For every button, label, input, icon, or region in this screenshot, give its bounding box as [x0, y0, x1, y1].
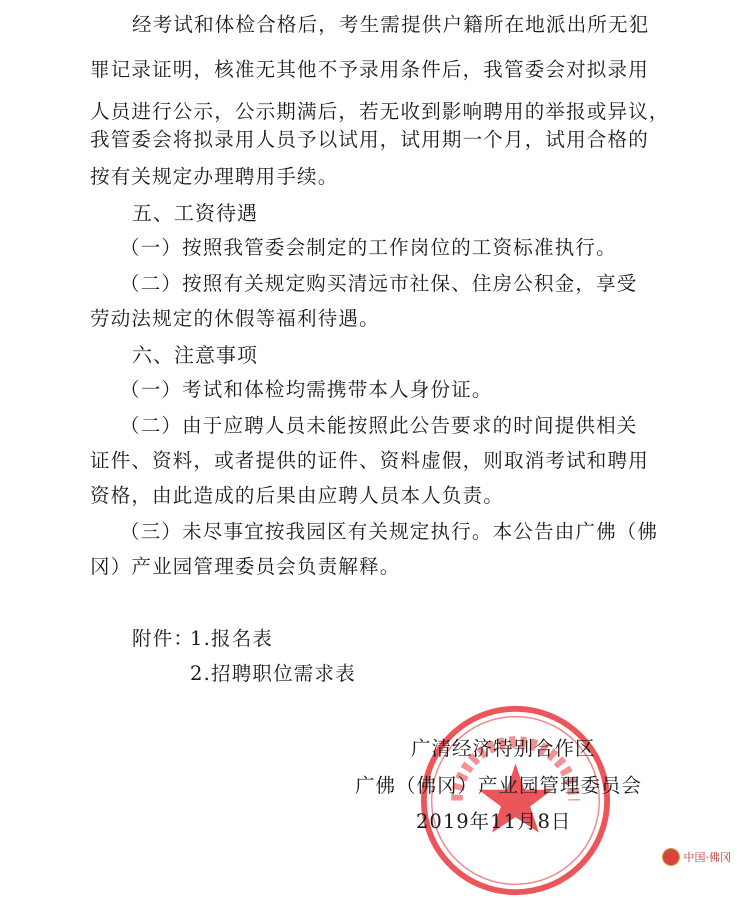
- notes-item-3-line-1: （三）未尽事宜按我园区有关规定执行。本公告由广佛（佛: [120, 520, 659, 543]
- official-seal: [418, 703, 613, 898]
- salary-item-2-line-2: 劳动法规定的休假等福利待遇。: [90, 307, 380, 330]
- notes-item-2-line-3: 资格，由此造成的后果由应聘人员本人负责。: [90, 484, 505, 507]
- signature-date: 2019年11月8日: [416, 810, 572, 833]
- national-emblem-icon: [662, 848, 680, 866]
- section-heading-salary: 五、工资待遇: [132, 201, 258, 225]
- notes-item-2-line-2: 证件、资料，或者提供的证件、资料虚假，则取消考试和聘用: [90, 449, 649, 472]
- body-line-3: 人员进行公示，公示期满后，若无收到影响聘用的举报或异议，: [90, 100, 670, 123]
- watermark-text: 中国·佛冈: [683, 851, 731, 864]
- body-line-5: 按有关规定办理聘用手续。: [90, 165, 339, 188]
- signature-org-1: 广清经济特别合作区: [411, 737, 596, 760]
- salary-item-2-line-1: （二）按照有关规定购买清远市社保、住房公积金，享受: [120, 272, 638, 295]
- salary-item-1: （一）按照我管委会制定的工作岗位的工资标准执行。: [120, 236, 617, 259]
- body-line-1: 经考试和体检合格后，考生需提供户籍所在地派出所无犯: [132, 13, 650, 36]
- site-watermark: [662, 848, 732, 866]
- attachment-item-2: 2.招聘职位需求表: [190, 662, 356, 685]
- attachments-label: 附件：: [132, 627, 195, 650]
- notes-item-3-line-2: 冈）产业园管理委员会负责解释。: [90, 555, 401, 578]
- body-line-2: 罪记录证明，核准无其他不予录用条件后，我管委会对拟录用: [90, 58, 649, 81]
- attachment-item-1: 1.报名表: [190, 627, 274, 650]
- section-heading-notes: 六、注意事项: [132, 343, 258, 367]
- signature-org-2: 广佛（佛冈）产业园管理委员会: [355, 774, 643, 797]
- notes-item-2-line-1: （二）由于应聘人员未能按照此公告要求的时间提供相关: [120, 414, 638, 437]
- notes-item-1: （一）考试和体检均需携带本人身份证。: [120, 378, 493, 401]
- body-line-4: 我管委会将拟录用人员予以试用，试用期一个月，试用合格的: [90, 128, 649, 151]
